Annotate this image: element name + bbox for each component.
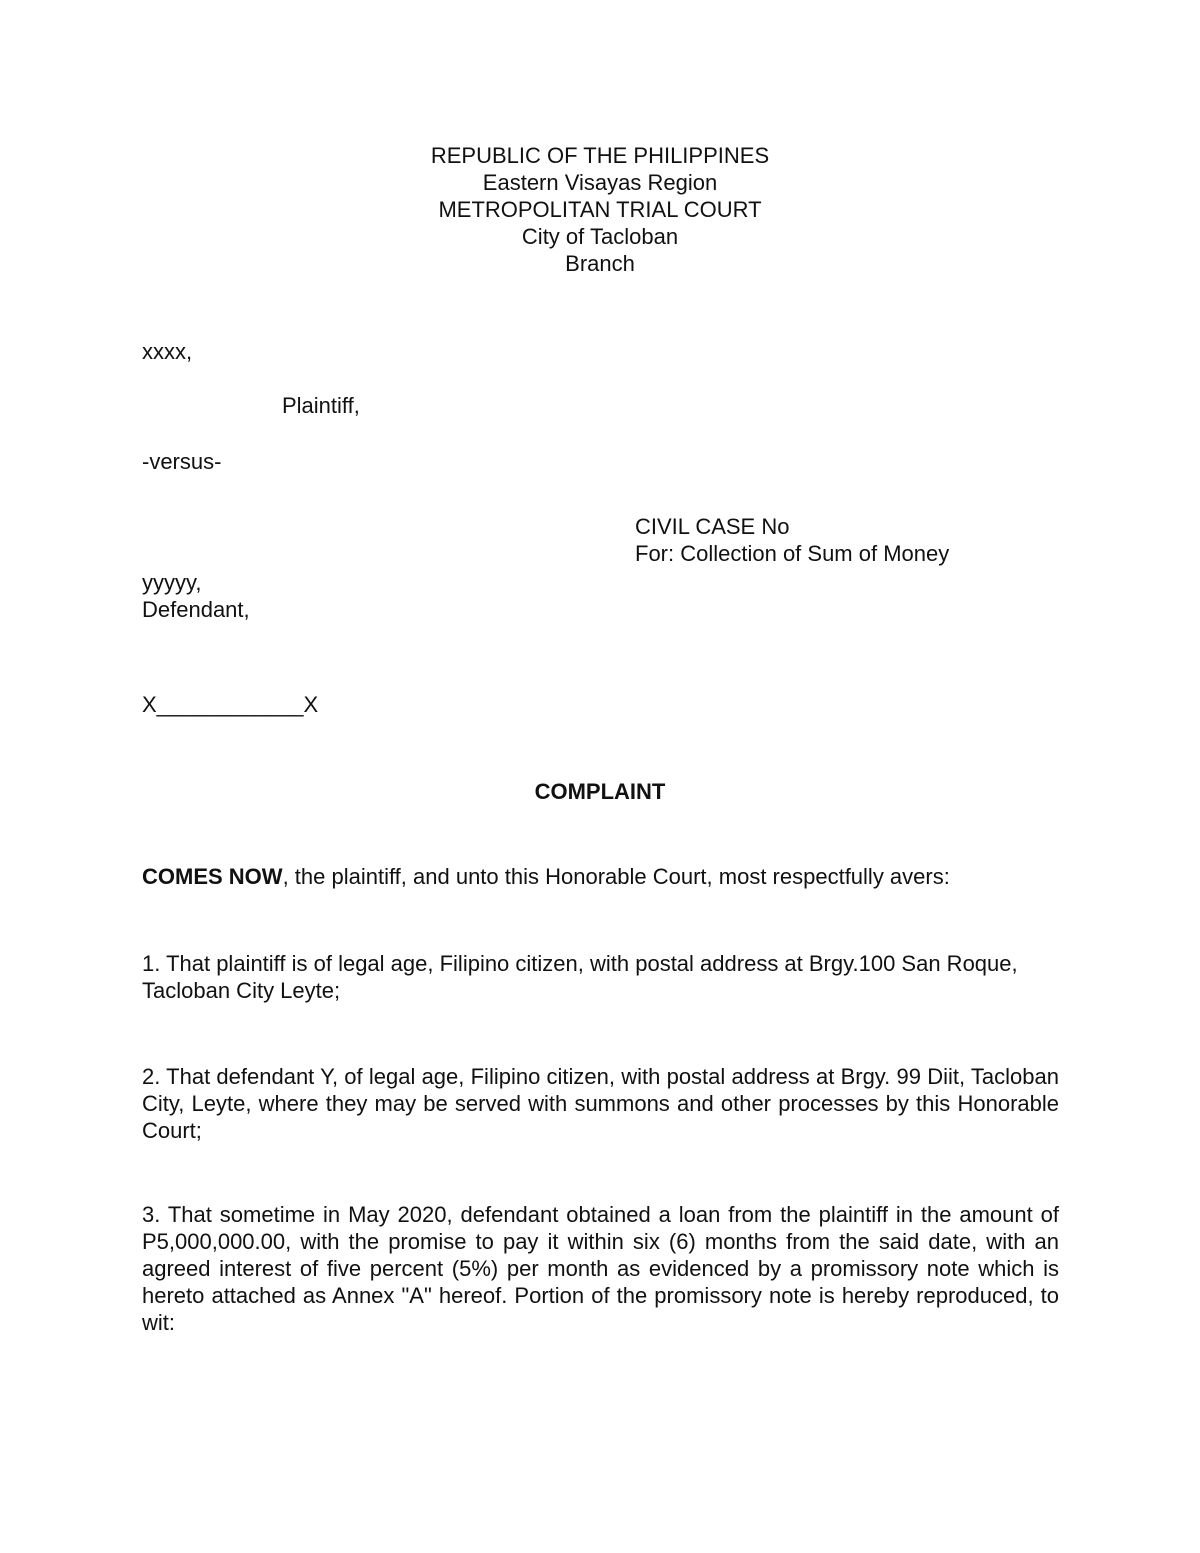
caption-separator: X____________X xyxy=(142,692,319,717)
intro-lead: COMES NOW xyxy=(142,864,283,889)
defendant-name: yyyyy, xyxy=(142,570,202,595)
court-header xyxy=(0,142,1200,277)
plaintiff-name: xxxx, xyxy=(142,339,193,364)
intro-paragraph xyxy=(142,863,1059,890)
header-republic: REPUBLIC OF THE PHILIPPINES xyxy=(430,143,770,168)
header-branch: Branch xyxy=(565,251,635,276)
case-nature: For: Collection of Sum of Money xyxy=(635,541,950,566)
document-title: COMPLAINT xyxy=(534,779,666,804)
header-city: City of Tacloban xyxy=(521,224,679,249)
paragraph-3: 3. That sometime in May 2020, defendant obtained a loan from the plaintiff in the amount of P5,000,000.00, with the promise to pay it within six (6) months from the said date, with an agreed interest of five percent (5%) per month as evidenced by a promissory note which is hereto attached as Annex "A" hereof. Portion of the promissory note is hereby reproduced, to wit: xyxy=(142,1202,1059,1335)
case-number: CIVIL CASE No xyxy=(635,514,790,539)
paragraph-2: 2. That defendant Y, of legal age, Filipino citizen, with postal address at Brgy. 99 Diit, Tacloban City, Leyte, where they may be served with summons and other processes by this Honorable Court; xyxy=(142,1064,1059,1143)
header-court: METROPOLITAN TRIAL COURT xyxy=(438,197,762,222)
plaintiff-label: Plaintiff, xyxy=(282,393,360,418)
defendant-label: Defendant, xyxy=(142,597,250,622)
paragraph-1: 1. That plaintiff is of legal age, Filipino citizen, with postal address at Brgy.100 San Roque, Tacloban City Leyte; xyxy=(142,951,1018,1003)
intro-rest: , the plaintiff, and unto this Honorable Court, most respectfully avers: xyxy=(282,864,950,889)
header-region: Eastern Visayas Region xyxy=(482,170,718,195)
versus-text: -versus- xyxy=(142,449,222,474)
